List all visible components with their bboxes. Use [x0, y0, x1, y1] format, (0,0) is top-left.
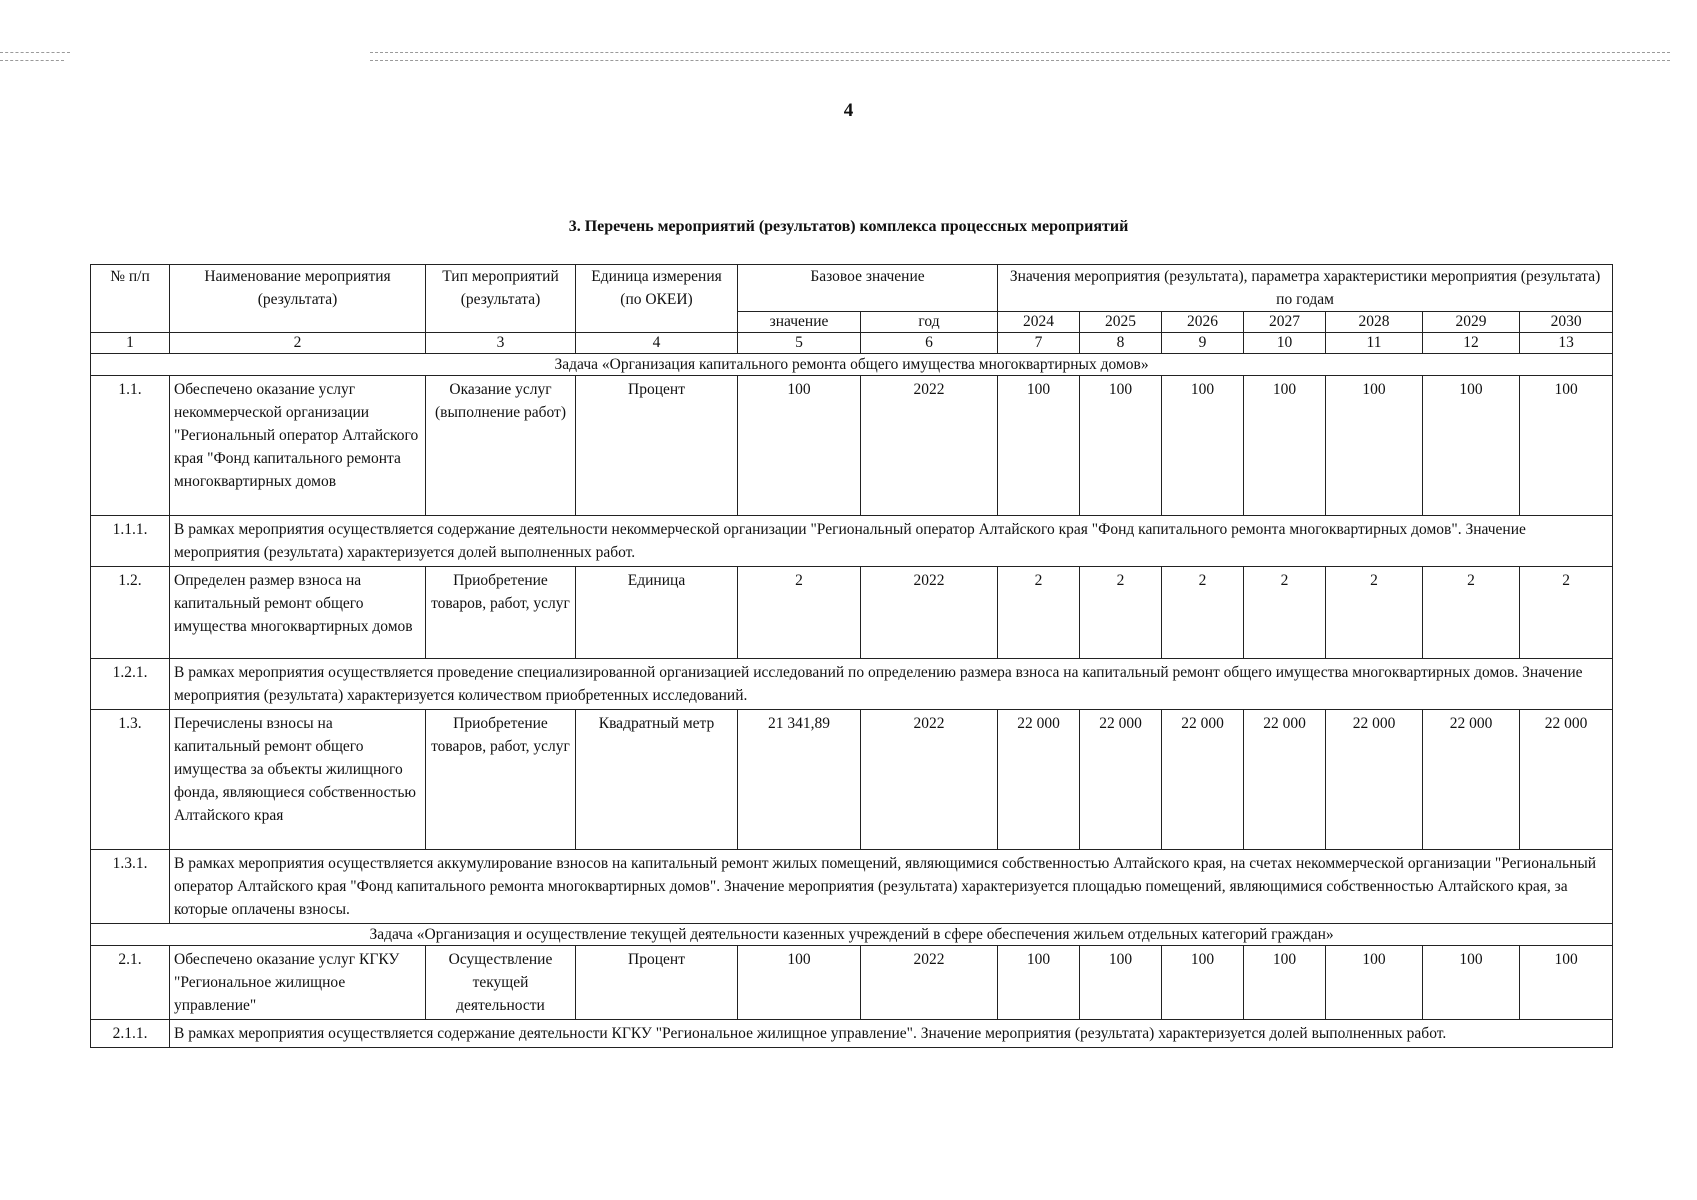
column-number: 7 — [998, 333, 1080, 354]
item-value: 22 000 — [1162, 710, 1244, 850]
item-value: 100 — [1080, 376, 1162, 516]
header-name: Наименование мероприятия (результата) — [170, 265, 426, 333]
description-num: 1.1.1. — [91, 516, 170, 567]
table-row — [91, 946, 1613, 1020]
item-num: 1.2. — [91, 567, 170, 659]
item-value: 22 000 — [1244, 710, 1326, 850]
description-text: В рамках мероприятия осуществляется проведение специализированной организацией исследований по определению размера взноса на капитальный ремонт общего имущества многоквартирных домов. Значение мероприятия (результата) характеризуется количеством приобретенных исследований. — [170, 659, 1613, 710]
header-values: Значения мероприятия (результата), параметра характеристики мероприятия (результата) по годам — [998, 265, 1613, 312]
item-value: 2 — [1162, 567, 1244, 659]
description-row — [91, 516, 1613, 567]
column-number: 1 — [91, 333, 170, 354]
column-number: 12 — [1423, 333, 1520, 354]
column-number: 11 — [1326, 333, 1423, 354]
description-row — [91, 850, 1613, 924]
description-text: В рамках мероприятия осуществляется содержание деятельности КГКУ "Региональное жилищное управление". Значение мероприятия (результата) характеризуется долей выполненных работ. — [170, 1020, 1613, 1048]
column-number: 13 — [1520, 333, 1613, 354]
header-year: 2024 — [998, 312, 1080, 333]
task-row — [91, 924, 1613, 946]
column-number: 8 — [1080, 333, 1162, 354]
header-type: Тип мероприятий (результата) — [426, 265, 576, 333]
item-unit: Процент — [576, 946, 738, 1020]
scan-artifact-line — [0, 52, 70, 53]
item-value: 22 000 — [1520, 710, 1613, 850]
item-value: 100 — [1423, 376, 1520, 516]
item-value: 22 000 — [1326, 710, 1423, 850]
document-title: 3. Перечень мероприятий (результатов) комплекса процессных мероприятий — [568, 218, 1129, 235]
description-row — [91, 659, 1613, 710]
item-type: Оказание услуг (выполнение работ) — [426, 376, 576, 516]
header-row-1 — [91, 265, 1613, 312]
column-number: 2 — [170, 333, 426, 354]
item-base-value: 100 — [738, 376, 861, 516]
item-type: Осуществление текущей деятельности — [426, 946, 576, 1020]
header-year: 2030 — [1520, 312, 1613, 333]
item-value: 100 — [1520, 376, 1613, 516]
column-number: 9 — [1162, 333, 1244, 354]
item-name: Определен размер взноса на капитальный ремонт общего имущества многоквартирных домов — [170, 567, 426, 659]
description-num: 1.2.1. — [91, 659, 170, 710]
item-value: 100 — [1423, 946, 1520, 1020]
page-number: 4 — [843, 100, 854, 121]
header-year: 2027 — [1244, 312, 1326, 333]
header-year: 2029 — [1423, 312, 1520, 333]
item-unit: Единица — [576, 567, 738, 659]
description-num: 2.1.1. — [91, 1020, 170, 1048]
table-row — [91, 376, 1613, 516]
item-value: 100 — [1162, 946, 1244, 1020]
item-num: 1.3. — [91, 710, 170, 850]
header-base-value: значение — [738, 312, 861, 333]
item-num: 1.1. — [91, 376, 170, 516]
item-name: Обеспечено оказание услуг некоммерческой организации "Региональный оператор Алтайского края "Фонд капитального ремонта многоквартирных домов — [170, 376, 426, 516]
item-value: 2 — [1326, 567, 1423, 659]
item-name: Обеспечено оказание услуг КГКУ "Региональное жилищное управление" — [170, 946, 426, 1020]
item-value: 100 — [1326, 946, 1423, 1020]
scan-artifact-line — [370, 52, 1670, 53]
item-value: 2 — [1244, 567, 1326, 659]
item-base-year: 2022 — [861, 567, 998, 659]
column-number: 5 — [738, 333, 861, 354]
column-numbers-row — [91, 333, 1613, 354]
item-value: 100 — [1244, 946, 1326, 1020]
item-value: 100 — [1326, 376, 1423, 516]
item-base-value: 2 — [738, 567, 861, 659]
task-title: Задача «Организация и осуществление текущей деятельности казенных учреждений в сфере обеспечения жильем отдельных категорий граждан» — [91, 924, 1613, 946]
item-value: 2 — [998, 567, 1080, 659]
activities-table — [90, 264, 1613, 1048]
item-value: 100 — [1520, 946, 1613, 1020]
item-value: 100 — [998, 946, 1080, 1020]
item-type: Приобретение товаров, работ, услуг — [426, 567, 576, 659]
item-value: 100 — [1080, 946, 1162, 1020]
item-unit: Квадратный метр — [576, 710, 738, 850]
item-unit: Процент — [576, 376, 738, 516]
header-base-year: год — [861, 312, 998, 333]
item-value: 2 — [1520, 567, 1613, 659]
item-base-year: 2022 — [861, 946, 998, 1020]
scan-artifact-line — [370, 60, 1670, 61]
header-num: № п/п — [91, 265, 170, 333]
column-number: 10 — [1244, 333, 1326, 354]
table-row — [91, 710, 1613, 850]
item-value: 100 — [1162, 376, 1244, 516]
item-value: 22 000 — [1080, 710, 1162, 850]
item-base-value: 21 341,89 — [738, 710, 861, 850]
item-base-value: 100 — [738, 946, 861, 1020]
header-year: 2028 — [1326, 312, 1423, 333]
header-year: 2026 — [1162, 312, 1244, 333]
item-num: 2.1. — [91, 946, 170, 1020]
item-name: Перечислены взносы на капитальный ремонт общего имущества за объекты жилищного фонда, являющиеся собственностью Алтайского края — [170, 710, 426, 850]
item-base-year: 2022 — [861, 376, 998, 516]
header-unit: Единица измерения (по ОКЕИ) — [576, 265, 738, 333]
item-value: 22 000 — [1423, 710, 1520, 850]
description-num: 1.3.1. — [91, 850, 170, 924]
item-type: Приобретение товаров, работ, услуг — [426, 710, 576, 850]
item-value: 2 — [1423, 567, 1520, 659]
column-number: 6 — [861, 333, 998, 354]
column-number: 4 — [576, 333, 738, 354]
table-row — [91, 567, 1613, 659]
task-row — [91, 354, 1613, 376]
header-base: Базовое значение — [738, 265, 998, 312]
header-year: 2025 — [1080, 312, 1162, 333]
column-number: 3 — [426, 333, 576, 354]
task-title: Задача «Организация капитального ремонта общего имущества многоквартирных домов» — [91, 354, 1613, 376]
item-value: 2 — [1080, 567, 1162, 659]
description-text: В рамках мероприятия осуществляется аккумулирование взносов на капитальный ремонт жилых помещений, являющимися собственностью Алтайского края, на счетах некоммерческой организации "Региональный оператор Алтайского края "Фонд капитального ремонта многоквартирных домов". Значение мероприятия (результата) характеризуется площадью помещений, являющимися собственностью Алтайского края, за которые оплачены взносы. — [170, 850, 1613, 924]
description-text: В рамках мероприятия осуществляется содержание деятельности некоммерческой организации "Региональный оператор Алтайского края "Фонд капитального ремонта многоквартирных домов". Значение мероприятия (результата) характеризуется долей выполненных работ. — [170, 516, 1613, 567]
description-row — [91, 1020, 1613, 1048]
scan-artifact-line — [0, 60, 64, 61]
item-value: 100 — [998, 376, 1080, 516]
item-value: 22 000 — [998, 710, 1080, 850]
item-value: 100 — [1244, 376, 1326, 516]
item-base-year: 2022 — [861, 710, 998, 850]
